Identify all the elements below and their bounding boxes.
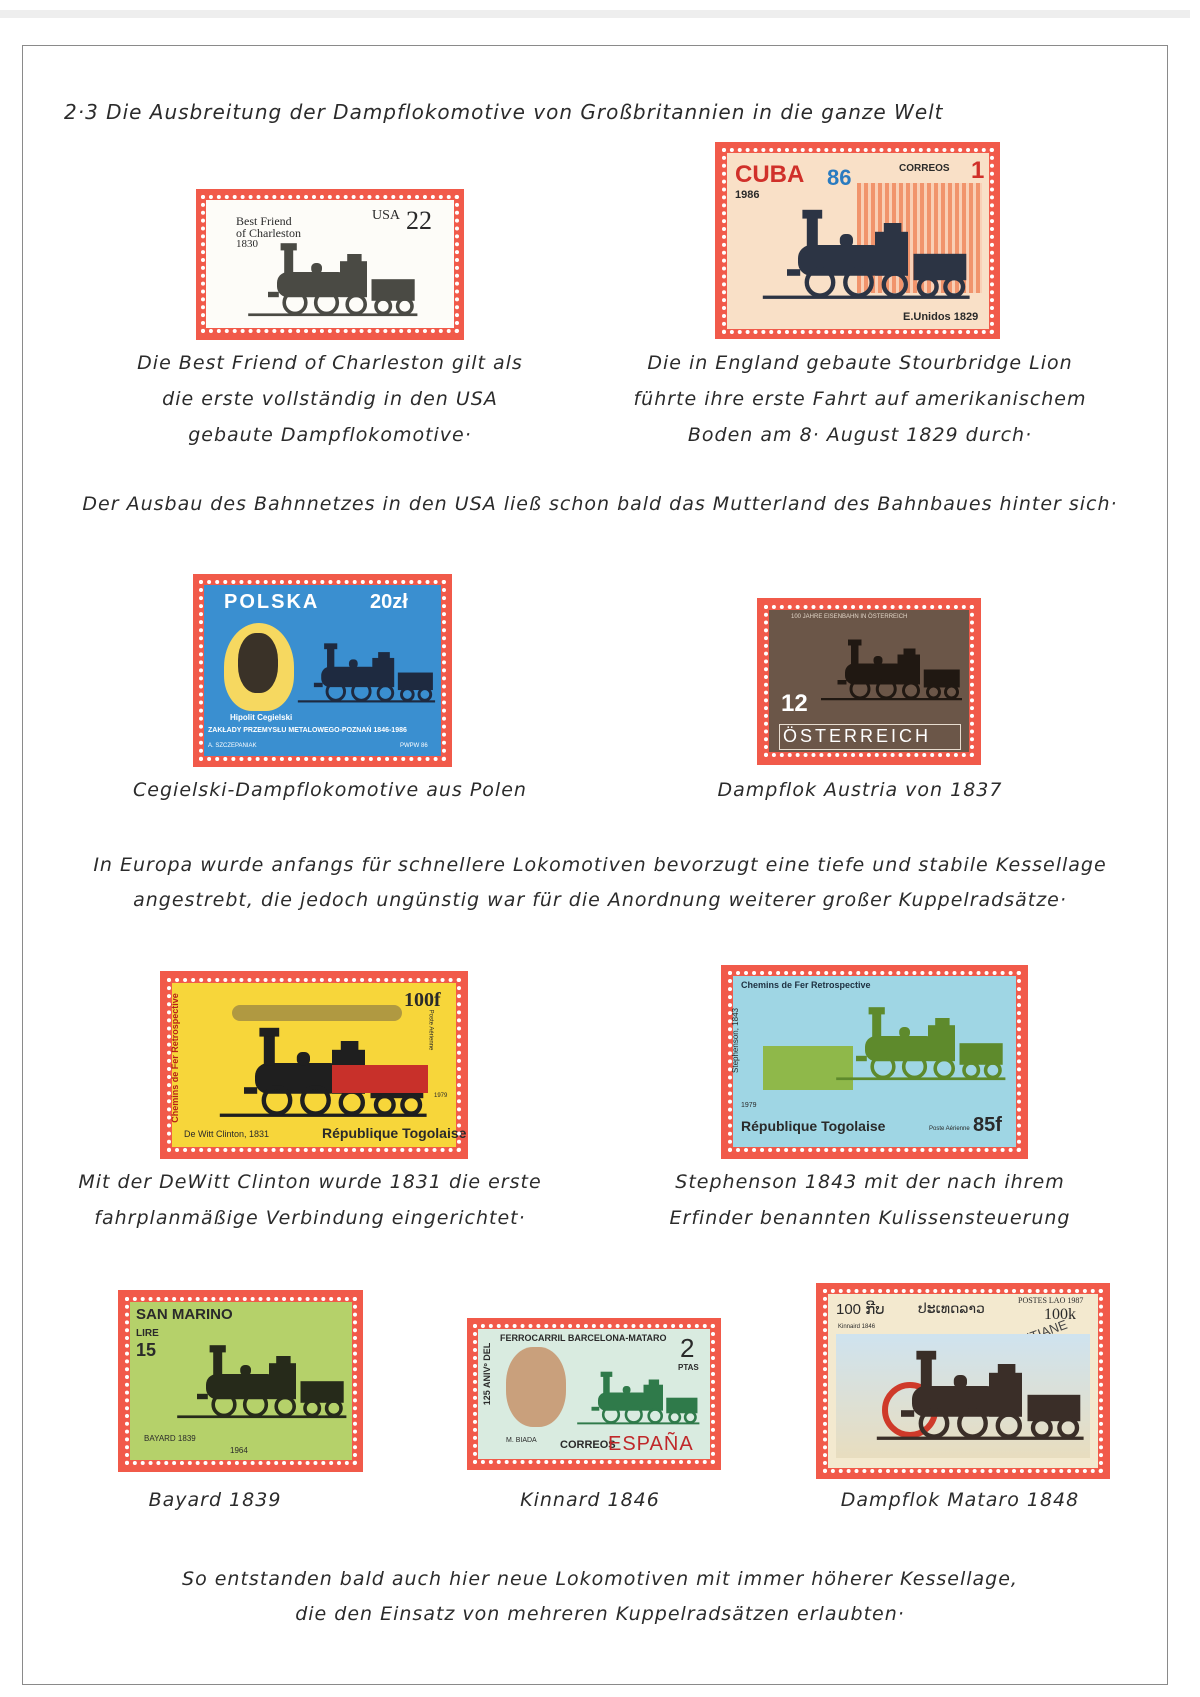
stamp-usa xyxy=(206,200,454,328)
paragraph-usa-line: Der Ausbau des Bahnnetzes in den USA ließ schon bald das Mutterland des Bahnbaues hinter sich· xyxy=(82,493,1118,515)
stamp-togo1-series: Chemins de Fer Retrospective xyxy=(169,993,180,1123)
stamp-laos-value-left: 100 ກີບ xyxy=(836,1301,885,1318)
stamp-espana-side: 125 ANIVº DEL xyxy=(482,1342,493,1406)
stamp-polska-locomotive xyxy=(292,629,438,719)
stamp-polska-printer: PWPW 86 xyxy=(400,743,428,749)
caption-togo1-line: Mit der DeWitt Clinton wurde 1831 die erste xyxy=(78,1171,542,1193)
caption-togo2 xyxy=(610,1164,1130,1236)
caption-espana xyxy=(480,1482,700,1518)
stamp-sanmarino-locomotive xyxy=(170,1328,350,1438)
stamp-cuba-locomotive xyxy=(749,201,979,311)
stamp-cuba-logo: 86 xyxy=(827,165,852,190)
caption-cuba xyxy=(600,345,1120,453)
stamp-togo1-label: Poste Aérienne xyxy=(427,1009,434,1051)
stamp-togo2-mount xyxy=(721,965,1028,1159)
stamp-togo2-value: 85f xyxy=(973,1114,1002,1136)
caption-polska-line: Cegielski-Dampflokomotive aus Polen xyxy=(133,779,527,801)
stamp-sanmarino-mount xyxy=(118,1290,363,1472)
stamp-usa-value: 22 xyxy=(406,206,432,235)
caption-togo2-line: Stephenson 1843 mit der nach ihrem xyxy=(675,1171,1065,1193)
stamp-espana-unit: PTAS xyxy=(678,1363,699,1372)
stamp-austria-mount xyxy=(757,598,981,765)
stamp-cuba xyxy=(727,153,989,329)
stamp-polska-face xyxy=(238,633,278,693)
caption-usa-line: die erste vollständig in den USA xyxy=(162,388,498,410)
caption-sanmarino xyxy=(110,1482,320,1518)
stamp-togo2-locomotive xyxy=(829,990,1009,1100)
stamp-austria-locomotive xyxy=(815,626,965,716)
stamp-polska xyxy=(204,585,441,756)
caption-usa-line: gebaute Dampflokomotive· xyxy=(188,424,472,446)
stamp-usa-line1: Best Friend xyxy=(236,214,292,228)
caption-togo2-line: Erfinder benannten Kulissensteuerung xyxy=(669,1207,1071,1229)
stamp-cuba-mount xyxy=(715,142,1000,339)
stamp-usa-mount xyxy=(196,189,464,340)
caption-cuba-line: Die in England gebaute Stourbridge Lion xyxy=(647,352,1073,374)
stamp-sanmarino-country: SAN MARINO xyxy=(136,1306,233,1323)
stamp-togo1-country: République Togolaise xyxy=(322,1125,467,1141)
caption-austria-line: Dampflok Austria von 1837 xyxy=(717,779,1003,801)
caption-espana-line: Kinnard 1846 xyxy=(520,1489,660,1511)
stamp-espana-top: FERROCARRIL BARCELONA-MATARO xyxy=(500,1333,667,1343)
stamp-espana-correos: CORREOS xyxy=(560,1439,616,1451)
top-edge xyxy=(0,10,1190,18)
paragraph-europe-line: In Europa wurde anfangs für schnellere Lokomotiven bevorzugt eine tiefe und stabile Kessellage xyxy=(93,854,1107,876)
caption-togo1 xyxy=(50,1164,570,1236)
stamp-sanmarino-value: 15 xyxy=(136,1340,157,1360)
stamp-espana-portrait xyxy=(506,1347,566,1427)
stamp-austria-country: ÖSTERREICH xyxy=(783,726,932,746)
caption-cuba-line: führte ihre erste Fahrt auf amerikanischem xyxy=(633,388,1087,410)
stamp-usa-locomotive xyxy=(226,236,436,326)
stamp-togo2-name: Stephenson, 1843 xyxy=(730,1008,740,1073)
stamp-laos-name: Kinnaird 1846 xyxy=(838,1324,876,1330)
stamp-polska-footer: ZAKŁADY PRZEMYSŁU METALOWEGO-POZNAŃ 1846-1986 xyxy=(208,727,407,734)
stamp-usa-line2: of Charleston xyxy=(236,226,301,240)
stamp-espana-value: 2 xyxy=(680,1333,695,1363)
stamp-cuba-country: CUBA xyxy=(735,161,805,188)
caption-usa xyxy=(110,345,550,453)
caption-austria xyxy=(650,772,1070,808)
stamp-togo1-year: 1979 xyxy=(434,1093,448,1099)
stamp-laos-locomotive xyxy=(868,1342,1088,1452)
stamp-togo1 xyxy=(169,983,467,1147)
stamp-togo1-mount xyxy=(160,971,468,1159)
stamp-espana-person: M. BIADA xyxy=(506,1437,537,1444)
stamp-laos xyxy=(828,1294,1098,1468)
caption-sanmarino-line: Bayard 1839 xyxy=(148,1489,282,1511)
stamp-laos-country-script: ປະເທດລາວ xyxy=(918,1300,985,1316)
page-title: 2·3 Die Ausbreitung der Dampflokomotive von Großbritannien in die ganze Welt xyxy=(64,100,944,124)
stamp-austria-header: 100 JAHRE EISENBAHN IN ÖSTERREICH xyxy=(791,614,908,620)
stamp-laos-mount xyxy=(816,1283,1110,1479)
stamp-togo2-country: République Togolaise xyxy=(741,1118,886,1134)
stamp-cuba-label: CORREOS xyxy=(899,163,950,174)
caption-cuba-line: Boden am 8· August 1829 durch· xyxy=(687,424,1033,446)
caption-usa-line: Die Best Friend of Charleston gilt als xyxy=(137,352,523,374)
stamp-togo1-coaches xyxy=(332,1065,428,1093)
stamp-laos-postes: POSTES LAO 1987 xyxy=(1018,1296,1084,1305)
stamp-polska-portrait-label: Hipolit Cegielski xyxy=(230,713,293,722)
stamp-togo2 xyxy=(730,976,1016,1147)
stamp-austria xyxy=(769,610,969,752)
stamp-sanmarino-name: BAYARD 1839 xyxy=(144,1434,196,1443)
stamp-laos-value-right: 100k xyxy=(1044,1306,1076,1323)
stamp-espana-country: ESPAÑA xyxy=(608,1433,694,1455)
stamp-polska-mount xyxy=(193,574,452,767)
stamp-sanmarino-year: 1964 xyxy=(230,1446,248,1455)
caption-polska xyxy=(110,772,550,808)
stamp-togo2-year: 1979 xyxy=(741,1102,757,1109)
paragraph-europe xyxy=(40,848,1160,918)
stamp-espana xyxy=(478,1329,710,1459)
stamp-cuba-value: 1 xyxy=(971,157,985,184)
paragraph-europe-line: angestrebt, die jedoch ungünstig war für die Anordnung weiterer großer Kuppelradsätze· xyxy=(133,889,1067,911)
stamp-espana-mount xyxy=(467,1318,721,1470)
stamp-sanmarino-unit: LIRE xyxy=(136,1328,159,1339)
paragraph-end xyxy=(40,1562,1160,1632)
stamp-togo2-series: Chemins de Fer Retrospective xyxy=(741,980,871,990)
paragraph-end-line: So entstanden bald auch hier neue Lokomotiven mit immer höherer Kessellage, xyxy=(182,1568,1018,1590)
stamp-togo1-name: De Witt Clinton, 1831 xyxy=(184,1129,270,1139)
caption-laos-line: Dampflok Mataro 1848 xyxy=(840,1489,1080,1511)
stamp-cuba-year: 1986 xyxy=(735,189,760,201)
stamp-polska-value: 20zł xyxy=(370,591,408,613)
stamp-usa-line3: 1830 xyxy=(236,238,258,250)
stamp-polska-country: POLSKA xyxy=(224,591,320,613)
stamp-cuba-caption: E.Unidos 1829 xyxy=(903,311,979,323)
stamp-polska-designer: A. SZCZEPANIAK xyxy=(208,743,257,749)
stamp-usa-country: USA xyxy=(372,208,401,223)
caption-togo1-line: fahrplanmäßige Verbindung eingerichtet· xyxy=(94,1207,526,1229)
stamp-togo1-value: 100f xyxy=(404,989,441,1011)
paragraph-usa xyxy=(40,487,1160,522)
stamp-espana-locomotive xyxy=(572,1359,702,1439)
caption-laos xyxy=(820,1482,1100,1518)
stamp-sanmarino xyxy=(130,1302,352,1460)
paragraph-end-line: die den Einsatz von mehreren Kuppelradsätzen erlaubten· xyxy=(295,1603,905,1625)
stamp-togo2-label: Poste Aérienne xyxy=(929,1126,970,1132)
stamp-austria-value: 12 xyxy=(781,690,808,717)
